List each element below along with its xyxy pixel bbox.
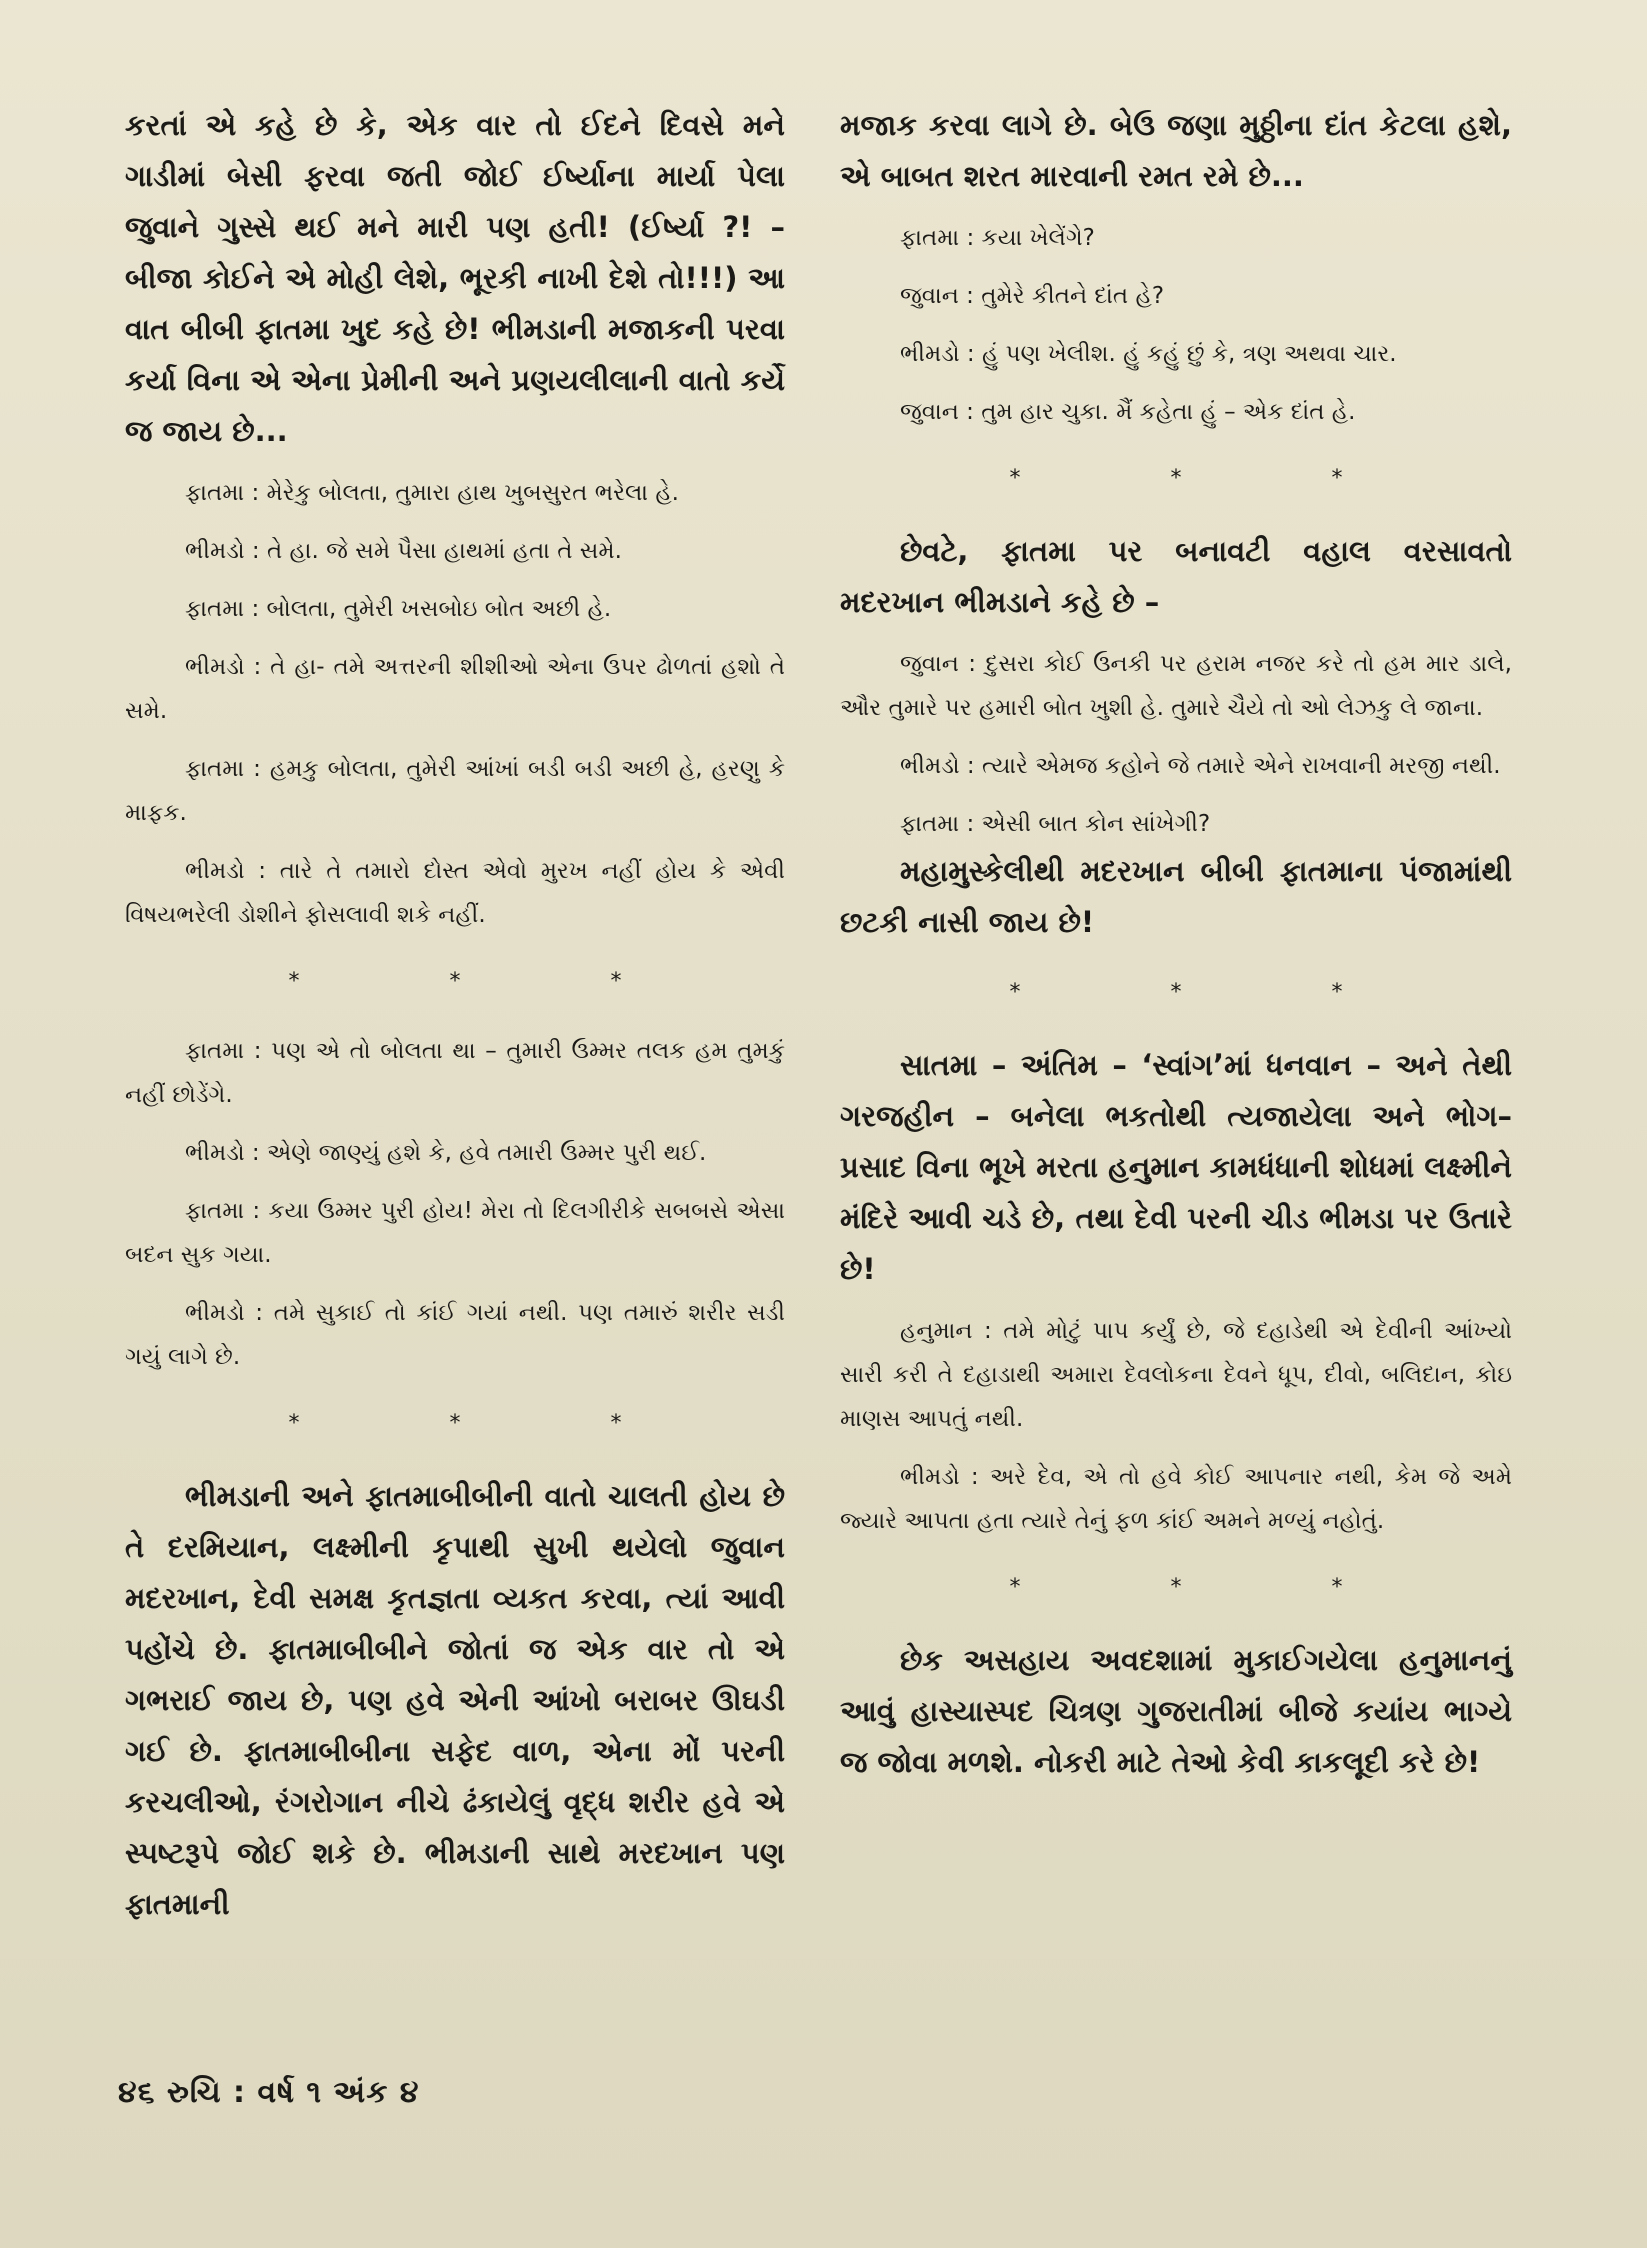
dialogue-line: ફાતમા : કયા ખેલેંગે? (900, 225, 1095, 251)
dialogue-line: ભીમડો : તારે તે તમારો દોસ્ત એવો મુરખ નહીં હોય કે એવી વિષયભરેલી ડોશીને ફોસલાવી શકે નહીં. (125, 858, 785, 928)
dialogue-line: ફાતમા : પણ એ તો બોલતા થા – તુમારી ઉમ્મર તલક હમ તુમકું નહીં છોડેંગે. (125, 1038, 785, 1108)
dialogue-line: હનુમાન : તમે મોટું પાપ કર્યું છે, જે દહાડેથી એ દેવીની આંખ્યો સારી કરી તે દહાડાથી અમારા દેવલોકના દેવને ધૂપ, દીવો, બલિદાન, કોઇ માણસ આપતું નથી. (840, 1318, 1512, 1432)
narrative-paragraph: કરતાં એ કહે છે કે, એક વાર તો ઈદને દિવસે મને ગાડીમાં બેસી ફરવા જતી જોઈ ઈર્ષ્યાના માર્યા પેલા જુવાને ગુસ્સે થઈ મને મારી પણ હતી! (ઈર્ષ્યા ?! – બીજા કોઈને એ મોહી લેશે, ભૂરકી નાખી દેશે તો!!!) આ વાત બીબી ફાતમા ખુદ કહે છે! ભીમડાની મજાકની પરવા કર્યા વિના એ એના પ્રેમીની અને પ્રણયલીલાની વાતો કર્યે જ જાય છે... (125, 108, 785, 448)
star-mark: * (610, 969, 622, 994)
dialogue-line: ફાતમા : એસી બાત કોન સાંખેગી? (900, 811, 1211, 837)
dialogue-line: ફાતમા : હમકુ બોલતા, તુમેરી આંખાં બડી બડી અછી હે, હરણુ કે માફક. (125, 756, 785, 826)
narrative-paragraph: સાતમા – અંતિમ – ‘સ્વાંગ’માં ધનવાન – અને તેથી ગરજહીન – બનેલા ભકતોથી ત્યજાયેલા અને ભોગ–પ્રસાદ વિના ભૂખે મરતા હનુમાન કામધંધાની શોધમાં લક્ષ્મીને મંદિરે આવી ચડે છે, તથા દેવી પરની ચીડ ભીમડા પર ઉતારે છે! (840, 1048, 1512, 1286)
star-mark: * (1009, 466, 1021, 491)
star-mark: * (1170, 1575, 1182, 1600)
dialogue-line: જુવાન : તુમેરે કીતને દાંત હે? (900, 283, 1165, 309)
dialogue-line: ભીમડો : તે હા- તમે અત્તરની શીશીઓ એના ઉપર ઢોળતાં હશો તે સમે. (125, 654, 785, 724)
star-mark: * (1170, 980, 1182, 1005)
star-mark: * (1170, 466, 1182, 491)
narrative-paragraph: છેવટે, ફાતમા પર બનાવટી વહાલ વરસાવતો મદરખાન ભીમડાને કહે છે – (840, 534, 1512, 619)
dialogue-line: ભીમડો : ત્યારે એમજ કહોને જે તમારે એને રાખવાની મરજી નથી. (900, 753, 1501, 779)
dialogue-line: ભીમડો : એણે જાણ્યું હશે કે, હવે તમારી ઉમ્મર પુરી થઈ. (185, 1140, 707, 1166)
star-mark: * (1331, 466, 1343, 491)
dialogue-line: ભીમડો : તે હા. જે સમે પૈસા હાથમાં હતા તે સમે. (185, 538, 622, 564)
star-mark: * (449, 1411, 461, 1436)
section-separator (840, 978, 1512, 1008)
star-mark: * (288, 1411, 300, 1436)
star-mark: * (288, 969, 300, 994)
section-separator (125, 1409, 785, 1439)
dialogue-line: ફાતમા : બોલતા, તુમેરી ખસબોઇ બોત અછી હે. (185, 596, 612, 622)
narrative-paragraph: ભીમડાની અને ફાતમાબીબીની વાતો ચાલતી હોય છે તે દરમિયાન, લક્ષ્મીની કૃપાથી સુખી થયેલો જુવાન મદરખાન, દેવી સમક્ષ કૃતજ્ઞતા વ્યકત કરવા, ત્યાં આવી પહોંચે છે. ફાતમાબીબીને જોતાં જ એક વાર તો એ ગભરાઈ જાય છે, પણ હવે એની આંખો બરાબર ઊઘડી ગઈ છે. ફાતમાબીબીના સફેદ વાળ, એના મોં પરની કરચલીઓ, રંગરોગાન નીચે ઢંકાયેલું વૃદ્ધ શરીર હવે એ સ્પષ્ટરૂપે જોઈ શકે છે. ભીમડાની સાથે મરદખાન પણ ફાતમાની (125, 1479, 785, 1921)
dialogue-line: ભીમડો : અરે દેવ, એ તો હવે કોઈ આપનાર નથી, કેમ જે અમે જ્યારે આપતા હતા ત્યારે તેનું ફળ કાંઈ અમને મળ્યું નહોતું. (840, 1464, 1512, 1534)
page-footer: ૪૬ રુચિ : વર્ષ ૧ અંક ૪ (118, 2075, 420, 2110)
dialogue-line: જુવાન : દુસરા કોઈ ઉનકી પર હરામ નજર કરે તો હમ માર ડાલે, ઔર તુમારે પર હમારી બોત ખુશી હે. તુમારે ચૈયે તો ઓ લેઝકુ લે જાના. (840, 651, 1512, 721)
left-column (125, 100, 785, 1930)
star-mark: * (1009, 1575, 1021, 1600)
dialogue-line: ભીમડો : હું પણ ખેલીશ. હું કહું છું કે, ત્રણ અથવા ચાર. (900, 341, 1397, 367)
section-separator (125, 967, 785, 997)
section-separator (840, 464, 1512, 494)
star-mark: * (1331, 1575, 1343, 1600)
narrative-paragraph: મહામુસ્કેલીથી મદરખાન બીબી ફાતમાના પંજામાંથી છટકી નાસી જાય છે! (840, 854, 1512, 939)
section-separator (840, 1573, 1512, 1603)
star-mark: * (1009, 980, 1021, 1005)
star-mark: * (449, 969, 461, 994)
narrative-paragraph: મજાક કરવા લાગે છે. બેઉ જણા મુઠ્ઠીના દાંત કેટલા હશે, એ બાબત શરત મારવાની રમત રમે છે... (840, 108, 1512, 193)
dialogue-line: ભીમડો : તમે સુકાઈ તો કાંઈ ગયાં નથી. પણ તમારું શરીર સડી ગયું લાગે છે. (125, 1300, 785, 1370)
dialogue-line: ફાતમા : કયા ઉમ્મર પુરી હોય! મેરા તો દિલગીરીકે સબબસે એસા બદન સુક ગયા. (125, 1198, 785, 1268)
dialogue-line: જુવાન : તુમ હાર ચુકા. મૈં કહેતા હું – એક દાંત હે. (900, 399, 1356, 425)
star-mark: * (610, 1411, 622, 1436)
right-column (840, 100, 1512, 1788)
dialogue-line: ફાતમા : મેરેકુ બોલતા, તુમારા હાથ ખુબસુરત ભરેલા હે. (185, 480, 679, 506)
star-mark: * (1331, 980, 1343, 1005)
narrative-paragraph: છેક અસહાય અવદશામાં મુકાઈગયેલા હનુમાનનું આવું હાસ્યાસ્પદ ચિત્રણ ગુજરાતીમાં બીજે કયાંય ભાગ્યે જ જોવા મળશે. નોકરી માટે તેઓ કેવી કાકલૂદી કરે છે! (840, 1643, 1512, 1779)
